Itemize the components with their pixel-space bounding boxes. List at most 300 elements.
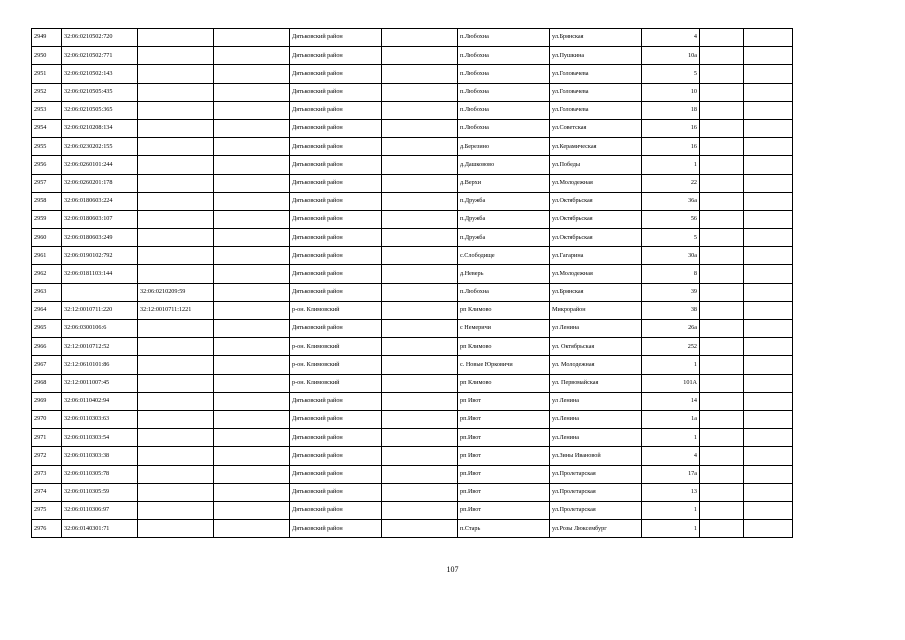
cell-empty <box>744 356 793 374</box>
table-row <box>32 156 793 174</box>
cell-empty <box>382 138 458 156</box>
cell-empty <box>700 247 744 265</box>
table-row <box>32 520 793 538</box>
table-row <box>32 265 793 283</box>
cell-street: ул.Головачева <box>550 65 642 83</box>
cell-row-number: 2963 <box>32 283 62 301</box>
cell-cadastral-number-2 <box>138 265 214 283</box>
cell-settlement: п.Любохна <box>458 29 550 47</box>
cell-empty <box>382 301 458 319</box>
cell-empty <box>382 429 458 447</box>
cell-empty <box>700 465 744 483</box>
table-row <box>32 374 793 392</box>
cell-house-number: 22 <box>642 174 700 192</box>
cell-cadastral-number-2 <box>138 65 214 83</box>
cell-settlement: п.Дружба <box>458 229 550 247</box>
cell-district: Дятьковский район <box>290 47 382 65</box>
cell-empty <box>700 192 744 210</box>
cell-district: Дятьковский район <box>290 447 382 465</box>
cell-cadastral-number: 32:06:0210502:720 <box>62 29 138 47</box>
cell-house-number: 17а <box>642 465 700 483</box>
cell-empty <box>382 101 458 119</box>
cell-cadastral-number: 32:06:0110306:97 <box>62 501 138 519</box>
cell-empty <box>700 320 744 338</box>
cell-empty <box>214 247 290 265</box>
cell-row-number: 2968 <box>32 374 62 392</box>
cell-street: ул. Первомайская <box>550 374 642 392</box>
cell-settlement: п.Дружба <box>458 210 550 228</box>
cell-house-number: 4 <box>642 29 700 47</box>
cell-cadastral-number: 32:06:0140301:71 <box>62 520 138 538</box>
cell-cadastral-number: 32:06:0181103:144 <box>62 265 138 283</box>
cell-empty <box>214 429 290 447</box>
cell-settlement: п.Любохна <box>458 101 550 119</box>
cell-empty <box>214 156 290 174</box>
cell-cadastral-number-2: 32:12:0010711:1221 <box>138 301 214 319</box>
cell-street: ул.Советская <box>550 119 642 137</box>
cell-empty <box>744 119 793 137</box>
cell-empty <box>744 338 793 356</box>
cell-empty <box>700 47 744 65</box>
table-row <box>32 192 793 210</box>
cell-cadastral-number: 32:12:0011007:45 <box>62 374 138 392</box>
cell-empty <box>744 520 793 538</box>
cell-street: ул.Октябрьская <box>550 192 642 210</box>
cell-empty <box>700 29 744 47</box>
cell-cadastral-number: 32:06:0230202:155 <box>62 138 138 156</box>
cell-empty <box>214 392 290 410</box>
cell-empty <box>700 283 744 301</box>
cell-cadastral-number-2 <box>138 83 214 101</box>
cell-cadastral-number-2 <box>138 447 214 465</box>
cell-empty <box>214 265 290 283</box>
table-row <box>32 465 793 483</box>
cell-cadastral-number-2 <box>138 156 214 174</box>
cell-cadastral-number: 32:12:0010711:220 <box>62 301 138 319</box>
cell-district: Дятьковский район <box>290 101 382 119</box>
cell-street: ул.Ленина <box>550 410 642 428</box>
cell-empty <box>382 174 458 192</box>
cell-house-number: 1 <box>642 156 700 174</box>
cell-empty <box>700 501 744 519</box>
table-row <box>32 174 793 192</box>
cell-empty <box>700 356 744 374</box>
cell-district: Дятьковский район <box>290 465 382 483</box>
cell-cadastral-number: 32:06:0210505:365 <box>62 101 138 119</box>
cell-empty <box>382 47 458 65</box>
cell-settlement: рп.Ивот <box>458 483 550 501</box>
cell-empty <box>700 138 744 156</box>
cell-row-number: 2972 <box>32 447 62 465</box>
cell-house-number: 1 <box>642 501 700 519</box>
cell-cadastral-number: 32:12:0010712:52 <box>62 338 138 356</box>
cell-cadastral-number: 32:06:0260101:244 <box>62 156 138 174</box>
cell-cadastral-number-2 <box>138 320 214 338</box>
cell-cadastral-number-2 <box>138 229 214 247</box>
cell-empty <box>700 338 744 356</box>
cell-settlement: рп Ивот <box>458 392 550 410</box>
cell-cadastral-number: 32:06:0180603:224 <box>62 192 138 210</box>
cell-empty <box>744 47 793 65</box>
cell-cadastral-number: 32:06:0180603:107 <box>62 210 138 228</box>
cell-empty <box>214 447 290 465</box>
cell-house-number: 101А <box>642 374 700 392</box>
table-row <box>32 247 793 265</box>
cell-empty <box>382 210 458 228</box>
cell-house-number: 252 <box>642 338 700 356</box>
cell-settlement: д.Верхи <box>458 174 550 192</box>
cell-empty <box>214 192 290 210</box>
cell-row-number: 2954 <box>32 119 62 137</box>
cell-empty <box>214 119 290 137</box>
cell-house-number: 13 <box>642 483 700 501</box>
cell-cadastral-number-2 <box>138 47 214 65</box>
cell-settlement: п.Любохна <box>458 283 550 301</box>
cell-street: Микрорайон <box>550 301 642 319</box>
cell-empty <box>382 156 458 174</box>
cell-empty <box>214 410 290 428</box>
cell-cadastral-number: 32:06:0260201:178 <box>62 174 138 192</box>
cell-street: ул.Пролетарская <box>550 465 642 483</box>
cell-empty <box>214 338 290 356</box>
cell-district: Дятьковский район <box>290 501 382 519</box>
cell-settlement: рп Климово <box>458 374 550 392</box>
cell-district: Дятьковский район <box>290 29 382 47</box>
cell-empty <box>214 374 290 392</box>
cell-empty <box>744 83 793 101</box>
cell-empty <box>382 83 458 101</box>
cell-empty <box>214 29 290 47</box>
cell-street: ул.Розы Люксембург <box>550 520 642 538</box>
cell-settlement: рп Ивот <box>458 447 550 465</box>
cell-street: ул.Головачева <box>550 83 642 101</box>
cell-empty <box>214 210 290 228</box>
cell-row-number: 2965 <box>32 320 62 338</box>
cell-empty <box>744 283 793 301</box>
cell-empty <box>700 65 744 83</box>
cell-row-number: 2951 <box>32 65 62 83</box>
cell-empty <box>744 29 793 47</box>
cell-district: Дятьковский район <box>290 483 382 501</box>
cell-settlement: п.Дружба <box>458 192 550 210</box>
table-row <box>32 210 793 228</box>
cell-row-number: 2974 <box>32 483 62 501</box>
cell-house-number: 1 <box>642 429 700 447</box>
cell-empty <box>744 174 793 192</box>
cell-settlement: п.Любохна <box>458 83 550 101</box>
cell-empty <box>744 483 793 501</box>
cell-district: Дятьковский район <box>290 229 382 247</box>
cell-cadastral-number-2 <box>138 392 214 410</box>
cell-row-number: 2970 <box>32 410 62 428</box>
cell-cadastral-number: 32:06:0110303:38 <box>62 447 138 465</box>
cell-empty <box>382 247 458 265</box>
cell-house-number: 10а <box>642 47 700 65</box>
cell-empty <box>744 320 793 338</box>
table-row <box>32 501 793 519</box>
table-row <box>32 29 793 47</box>
cell-empty <box>214 138 290 156</box>
cell-empty <box>214 229 290 247</box>
cell-row-number: 2953 <box>32 101 62 119</box>
cell-row-number: 2959 <box>32 210 62 228</box>
cell-empty <box>700 101 744 119</box>
cell-street: ул Ленина <box>550 320 642 338</box>
table-row <box>32 101 793 119</box>
cell-settlement: рп.Ивот <box>458 501 550 519</box>
cell-empty <box>744 447 793 465</box>
cell-cadastral-number-2 <box>138 483 214 501</box>
cell-row-number: 2956 <box>32 156 62 174</box>
cell-cadastral-number-2 <box>138 210 214 228</box>
cell-district: р-он. Климовский <box>290 374 382 392</box>
cell-street: ул.Зины Ивановой <box>550 447 642 465</box>
cell-empty <box>214 320 290 338</box>
cell-cadastral-number-2 <box>138 247 214 265</box>
cell-empty <box>382 29 458 47</box>
cell-street: ул.Октябрьская <box>550 210 642 228</box>
cell-house-number: 1 <box>642 356 700 374</box>
cell-cadastral-number: 32:06:0110303:54 <box>62 429 138 447</box>
cell-row-number: 2955 <box>32 138 62 156</box>
cell-district: р-он. Климовский <box>290 338 382 356</box>
cell-row-number: 2950 <box>32 47 62 65</box>
cell-cadastral-number-2 <box>138 138 214 156</box>
cell-row-number: 2962 <box>32 265 62 283</box>
cell-row-number: 2960 <box>32 229 62 247</box>
cell-house-number: 30а <box>642 247 700 265</box>
cell-street: ул. Октябрьская <box>550 338 642 356</box>
cell-cadastral-number-2 <box>138 338 214 356</box>
cell-empty <box>382 283 458 301</box>
cell-empty <box>700 156 744 174</box>
cell-cadastral-number-2 <box>138 410 214 428</box>
cell-empty <box>700 392 744 410</box>
cell-row-number: 2957 <box>32 174 62 192</box>
cell-empty <box>700 210 744 228</box>
cell-empty <box>382 520 458 538</box>
cell-empty <box>744 156 793 174</box>
cell-district: Дятьковский район <box>290 392 382 410</box>
cell-district: Дятьковский район <box>290 65 382 83</box>
cell-house-number: 5 <box>642 65 700 83</box>
cell-street: ул.Пушкина <box>550 47 642 65</box>
table-row <box>32 483 793 501</box>
page-number: 107 <box>446 565 459 574</box>
cell-cadastral-number-2 <box>138 174 214 192</box>
cell-row-number: 2971 <box>32 429 62 447</box>
cell-empty <box>744 265 793 283</box>
cell-street: ул.Молодежная <box>550 174 642 192</box>
cell-house-number: 36а <box>642 192 700 210</box>
cell-empty <box>214 501 290 519</box>
table-row <box>32 47 793 65</box>
cell-empty <box>382 447 458 465</box>
cell-empty <box>382 483 458 501</box>
cell-empty <box>214 356 290 374</box>
cell-row-number: 2949 <box>32 29 62 47</box>
cell-row-number: 2958 <box>32 192 62 210</box>
cell-empty <box>382 119 458 137</box>
cell-street: ул.Головачева <box>550 101 642 119</box>
table-row <box>32 301 793 319</box>
cell-district: р-он. Климовский <box>290 301 382 319</box>
cell-settlement: п.Старь <box>458 520 550 538</box>
cell-empty <box>382 65 458 83</box>
cell-empty <box>700 520 744 538</box>
table-body <box>32 29 793 538</box>
cell-empty <box>744 429 793 447</box>
cell-empty <box>214 65 290 83</box>
cell-house-number: 5 <box>642 229 700 247</box>
cell-cadastral-number: 32:06:0190102:792 <box>62 247 138 265</box>
cell-cadastral-number: 32:06:0210208:134 <box>62 119 138 137</box>
cell-house-number: 39 <box>642 283 700 301</box>
cell-empty <box>744 192 793 210</box>
table-row <box>32 429 793 447</box>
cell-row-number: 2961 <box>32 247 62 265</box>
cell-empty <box>700 174 744 192</box>
cell-settlement: рп Климово <box>458 301 550 319</box>
cell-street: ул.Керамическая <box>550 138 642 156</box>
cell-cadastral-number-2 <box>138 429 214 447</box>
cell-empty <box>214 520 290 538</box>
cell-settlement: п.Любохна <box>458 119 550 137</box>
cell-empty <box>382 192 458 210</box>
cell-empty <box>744 247 793 265</box>
cell-house-number: 14 <box>642 392 700 410</box>
cell-cadastral-number: 32:06:0110305:78 <box>62 465 138 483</box>
cell-cadastral-number-2 <box>138 374 214 392</box>
cell-street: ул.Пролетарская <box>550 483 642 501</box>
cell-cadastral-number-2: 32:06:0210209:59 <box>138 283 214 301</box>
table-row <box>32 392 793 410</box>
cell-empty <box>744 501 793 519</box>
cell-row-number: 2969 <box>32 392 62 410</box>
cell-row-number: 2966 <box>32 338 62 356</box>
cell-cadastral-number-2 <box>138 501 214 519</box>
cell-cadastral-number: 32:12:0610101:86 <box>62 356 138 374</box>
cell-district: Дятьковский район <box>290 247 382 265</box>
cell-empty <box>214 101 290 119</box>
cell-district: Дятьковский район <box>290 320 382 338</box>
cell-cadastral-number-2 <box>138 101 214 119</box>
cell-empty <box>214 83 290 101</box>
cell-settlement: п.Любохна <box>458 47 550 65</box>
table-row <box>32 119 793 137</box>
cell-empty <box>382 338 458 356</box>
cell-cadastral-number-2 <box>138 520 214 538</box>
cell-cadastral-number-2 <box>138 356 214 374</box>
table-row <box>32 229 793 247</box>
cell-cadastral-number <box>62 283 138 301</box>
cell-row-number: 2975 <box>32 501 62 519</box>
cell-empty <box>214 47 290 65</box>
cell-street: ул.Гагарина <box>550 247 642 265</box>
cell-cadastral-number-2 <box>138 465 214 483</box>
cell-house-number: 18 <box>642 101 700 119</box>
cell-street: ул.Молодежная <box>550 265 642 283</box>
cell-district: Дятьковский район <box>290 83 382 101</box>
cell-settlement: рп Климово <box>458 338 550 356</box>
cell-settlement: с Немеричи <box>458 320 550 338</box>
cell-district: Дятьковский район <box>290 410 382 428</box>
cell-empty <box>382 465 458 483</box>
table-row <box>32 138 793 156</box>
cell-empty <box>700 301 744 319</box>
cell-cadastral-number: 32:06:0110303:63 <box>62 410 138 428</box>
cell-house-number: 16 <box>642 138 700 156</box>
cell-district: Дятьковский район <box>290 210 382 228</box>
cell-district: Дятьковский район <box>290 265 382 283</box>
cell-empty <box>382 320 458 338</box>
cell-row-number: 2976 <box>32 520 62 538</box>
cell-empty <box>700 83 744 101</box>
table-row <box>32 320 793 338</box>
cell-empty <box>700 119 744 137</box>
cell-settlement: д.Дашковово <box>458 156 550 174</box>
cell-empty <box>214 174 290 192</box>
cell-empty <box>700 265 744 283</box>
cell-street: ул Ленина <box>550 392 642 410</box>
cell-settlement: рп.Ивот <box>458 410 550 428</box>
cell-settlement: д.Неверь <box>458 265 550 283</box>
cell-empty <box>744 374 793 392</box>
cell-street: ул.Брянская <box>550 29 642 47</box>
cell-street: ул.Октябрьская <box>550 229 642 247</box>
cell-settlement: д.Березино <box>458 138 550 156</box>
cell-empty <box>700 229 744 247</box>
cell-empty <box>744 101 793 119</box>
cell-cadastral-number: 32:06:0300106:6 <box>62 320 138 338</box>
cell-cadastral-number: 32:06:0210502:143 <box>62 65 138 83</box>
cell-district: Дятьковский район <box>290 192 382 210</box>
cell-settlement: рп.Ивот <box>458 429 550 447</box>
cell-empty <box>744 410 793 428</box>
cell-house-number: 56 <box>642 210 700 228</box>
table-row <box>32 283 793 301</box>
cell-empty <box>744 301 793 319</box>
cell-street: ул.Пролетарская <box>550 501 642 519</box>
cell-street: ул.Брянская <box>550 283 642 301</box>
cell-empty <box>214 483 290 501</box>
cell-cadastral-number: 32:06:0210502:771 <box>62 47 138 65</box>
cell-house-number: 16 <box>642 119 700 137</box>
cell-empty <box>744 392 793 410</box>
table-row <box>32 356 793 374</box>
cell-row-number: 2973 <box>32 465 62 483</box>
cell-empty <box>744 229 793 247</box>
cell-house-number: 4 <box>642 447 700 465</box>
cell-empty <box>700 410 744 428</box>
cell-empty <box>214 301 290 319</box>
cell-empty <box>744 138 793 156</box>
cell-empty <box>744 210 793 228</box>
cell-cadastral-number-2 <box>138 192 214 210</box>
cell-house-number: 1 <box>642 520 700 538</box>
cell-empty <box>382 392 458 410</box>
cell-settlement: с. Новые Юрковичи <box>458 356 550 374</box>
cell-empty <box>382 501 458 519</box>
cell-empty <box>382 410 458 428</box>
cell-empty <box>700 374 744 392</box>
cell-district: Дятьковский район <box>290 174 382 192</box>
cell-empty <box>700 483 744 501</box>
table-row <box>32 83 793 101</box>
cell-empty <box>700 429 744 447</box>
cell-district: Дятьковский район <box>290 520 382 538</box>
cell-district: Дятьковский район <box>290 156 382 174</box>
